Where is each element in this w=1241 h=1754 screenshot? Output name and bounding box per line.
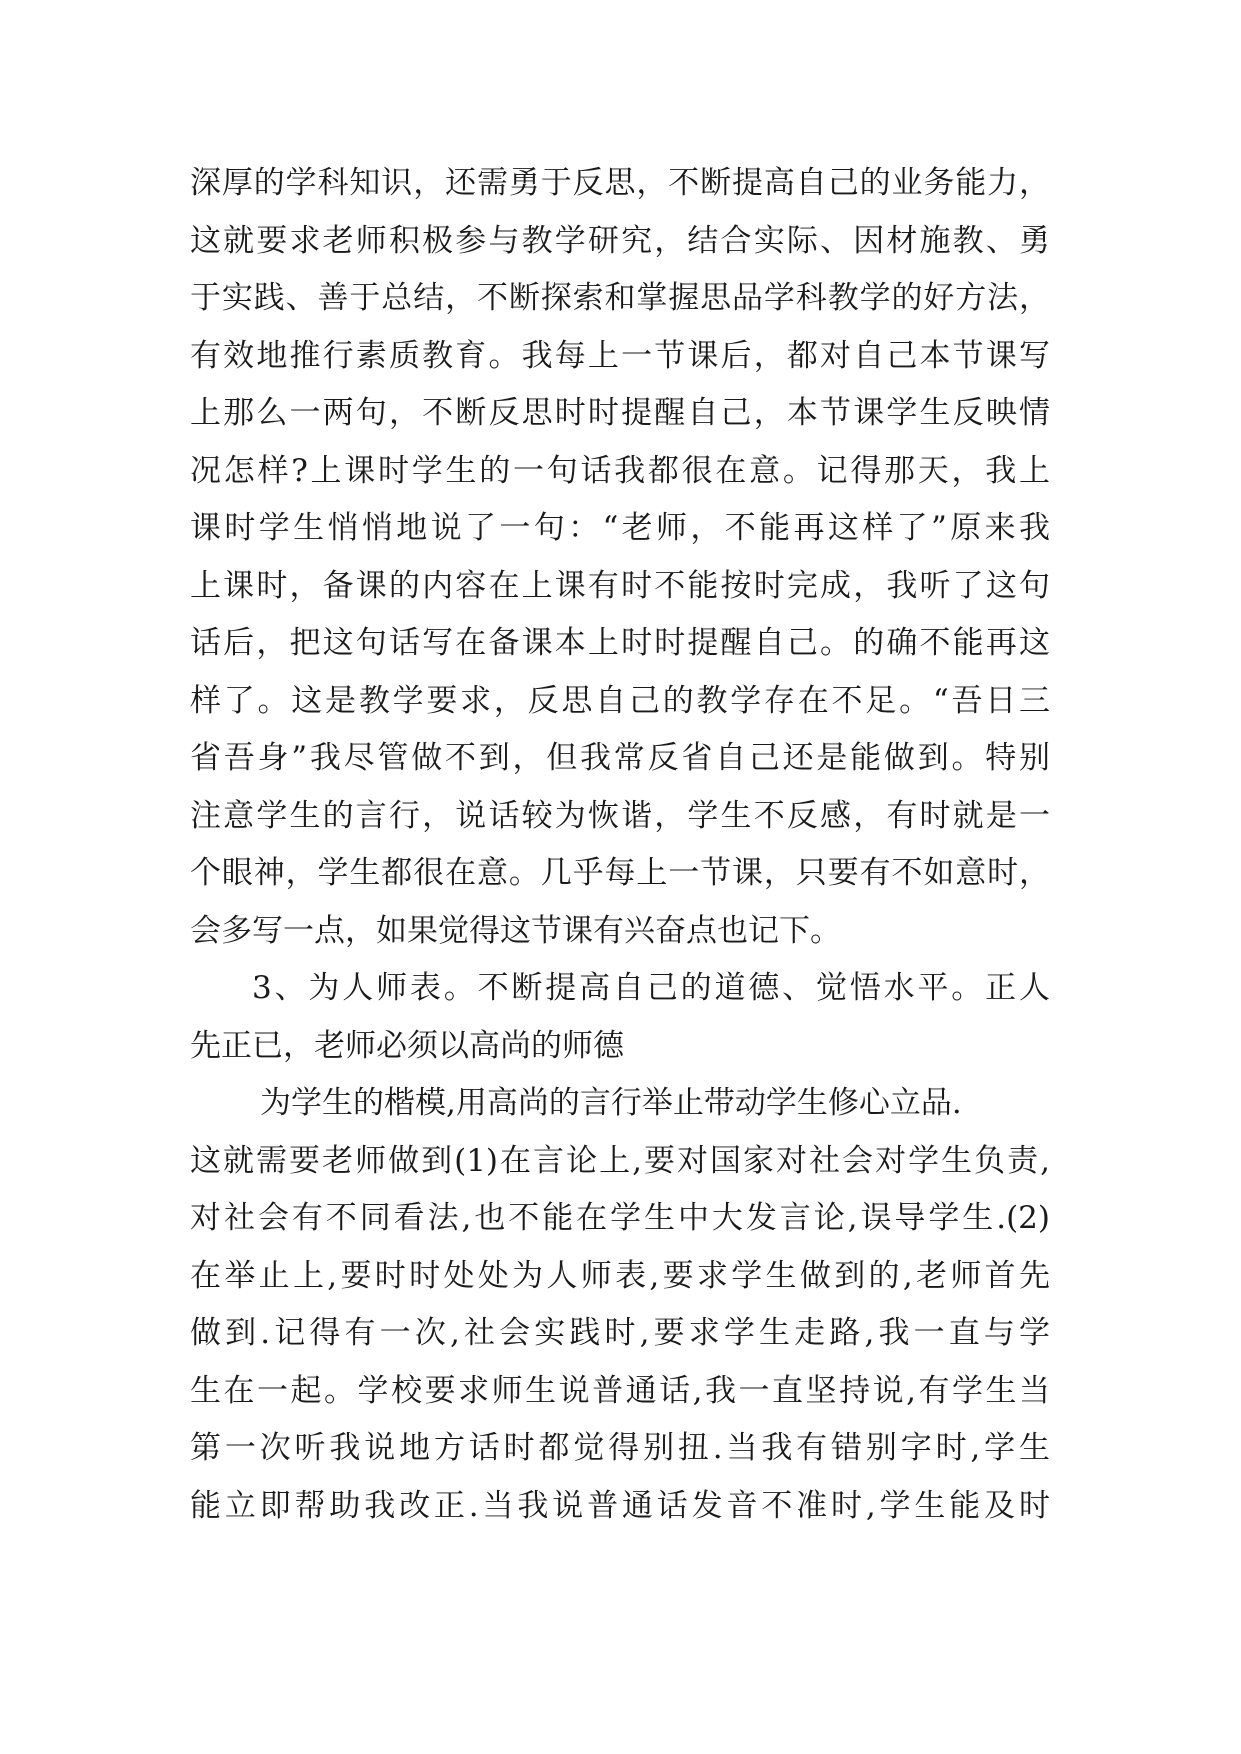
text-line: 注意学生的言行，说话较为恢谐，学生不反感，有时就是一 (190, 797, 1050, 834)
paragraph-role-model (190, 960, 1050, 1075)
text-line: 为学生的楷模,用高尚的言行举止带动学生修心立品. (260, 1085, 962, 1121)
text-line: 做到.记得有一次,社会实践时,要求学生走路,我一直与学 (190, 1315, 1050, 1351)
text-line: 这就需要老师做到(1)在言论上,要对国家对社会对学生负责, (190, 1142, 1050, 1179)
text-line: 样了。这是教学要求，反思自己的教学存在不足。“吾日三 (190, 682, 1050, 719)
text-line: 话后，把这句话写在备课本上时时提醒自己。的确不能再这 (190, 625, 1050, 661)
text-line: 课时学生悄悄地说了一句：“老师，不能再这样了”原来我 (190, 510, 1050, 546)
document-body (190, 155, 1050, 1535)
text-line: 第一次听我说地方话时都觉得别扭.当我有错别字时,学生 (190, 1430, 1050, 1466)
text-line: 省吾身”我尽管做不到，但我常反省自己还是能做到。特别 (190, 740, 1050, 776)
paragraph-conduct (190, 1075, 1050, 1535)
text-line: 先正已，老师必须以高尚的师德 (190, 1027, 624, 1064)
text-line: 对社会有不同看法,也不能在学生中大发言论,误导学生.(2) (190, 1200, 1050, 1236)
paragraph-reflection (190, 155, 1050, 960)
text-line: 这就要求老师积极参与教学研究，结合实际、因材施教、勇 (190, 222, 1050, 259)
text-line: 上课时，备课的内容在上课有时不能按时完成，我听了这句 (190, 567, 1050, 604)
text-line: 生在一起。学校要求师生说普通话,我一直坚持说,有学生当 (190, 1372, 1050, 1409)
text-line: 深厚的学科知识，还需勇于反思，不断提高自己的业务能力， (190, 165, 1050, 201)
text-line: 个眼神，学生都很在意。几乎每上一节课，只要有不如意时， (190, 855, 1050, 891)
text-line: 况怎样?上课时学生的一句话我都很在意。记得那天，我上 (190, 452, 1050, 489)
text-line: 于实践、善于总结，不断探索和掌握思品学科教学的好方法， (190, 280, 1050, 316)
text-line: 有效地推行素质教育。我每上一节课后，都对自己本节课写 (190, 337, 1050, 374)
text-line: 在举止上,要时时处处为人师表,要求学生做到的,老师首先 (190, 1257, 1050, 1294)
text-line: 能立即帮助我改正.当我说普通话发音不准时,学生能及时 (190, 1487, 1050, 1524)
text-line: 上那么一两句，不断反思时时提醒自己，本节课学生反映情 (190, 395, 1050, 431)
text-line: 3、为人师表。不断提高自己的道德、觉悟水平。正人 (252, 970, 1050, 1006)
text-line: 会多写一点，如果觉得这节课有兴奋点也记下。 (190, 912, 841, 949)
